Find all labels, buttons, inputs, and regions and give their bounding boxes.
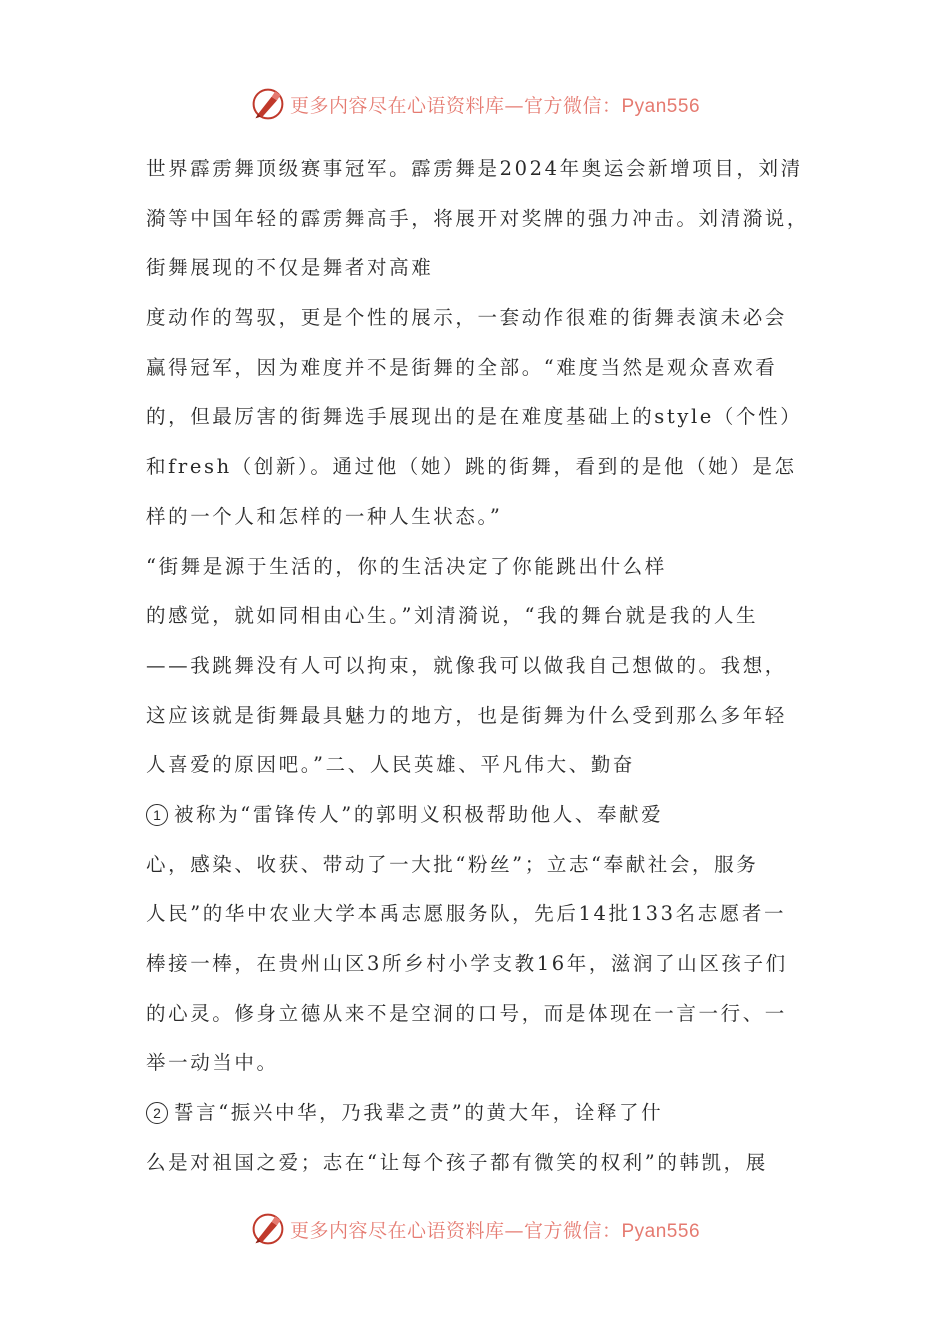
text-line: 人民”的华中农业大学本禹志愿服务队，先后14批133名志愿者一 xyxy=(146,902,787,926)
footer-banner xyxy=(0,1209,950,1249)
text-line: 世界霹雳舞顶级赛事冠军。霹雳舞是2024年奥运会新增项目，刘清 xyxy=(146,157,803,180)
text-line: 棒接一棒，在贵州山区3所乡村小学支教16年，滋润了山区孩子们 xyxy=(146,952,788,975)
text-line: 的感觉，就如同相由心生。”刘清漪说，“我的舞台就是我的人生 xyxy=(146,604,759,628)
text-line: “街舞是源于生活的，你的生活决定了你能跳出什么样 xyxy=(146,554,667,578)
document-body xyxy=(146,147,826,1190)
circled-number-1: 1 xyxy=(146,804,168,826)
text-line: 和fresh（创新）。通过他（她）跳的街舞，看到的是他（她）是怎 xyxy=(146,455,797,479)
text-line: 心，感染、收获、带动了一大批“粉丝”；立志“奉献社会，服务 xyxy=(146,852,759,876)
pen-nib-logo-icon xyxy=(250,86,286,122)
text-line: 么是对祖国之爱；志在“让每个孩子都有微笑的权利”的韩凯，展 xyxy=(146,1150,768,1174)
text-line: 人喜爱的原因吧。”二、人民英雄、平凡伟大、勤奋 xyxy=(146,753,636,777)
pen-nib-logo-icon xyxy=(250,1211,286,1247)
list-item-1 xyxy=(146,793,826,843)
text-line: 的，但最厉害的街舞选手展现出的是在难度基础上的style（个性） xyxy=(146,405,803,429)
header-banner xyxy=(0,84,950,124)
header-wechat-id: Pyan556 xyxy=(621,95,701,117)
list-item-2 xyxy=(146,1091,826,1141)
text-line: 样的一个人和怎样的一种人生状态。” xyxy=(146,504,503,528)
circled-number-2: 2 xyxy=(146,1102,168,1124)
footer-wechat-id: Pyan556 xyxy=(621,1220,701,1242)
list-item-1-text: 被称为“雷锋传人”的郭明义积极帮助他人、奉献爱 xyxy=(174,802,664,826)
text-line: 举一动当中。 xyxy=(146,1051,279,1075)
text-line: ——我跳舞没有人可以拘束，就像我可以做我自己想做的。我想， xyxy=(146,653,787,677)
footer-banner-text: 更多内容尽在心语资料库—官方微信：Pyan556 xyxy=(289,1219,701,1242)
text-line: 漪等中国年轻的霹雳舞高手，将展开对奖牌的强力冲击。刘清漪说， xyxy=(146,206,810,230)
header-banner-text: 更多内容尽在心语资料库—官方微信：Pyan556 xyxy=(289,94,701,117)
text-line: 度动作的驾驭，更是个性的展示，一套动作很难的街舞表演未必会 xyxy=(146,306,787,330)
text-line: 的心灵。修身立德从来不是空洞的口号，而是体现在一言一行、一 xyxy=(146,1001,787,1025)
text-line: 街舞展现的不仅是舞者对高难 xyxy=(146,256,434,280)
text-line: 赢得冠军，因为难度并不是街舞的全部。“难度当然是观众喜欢看 xyxy=(146,355,778,379)
list-item-2-text: 誓言“振兴中华，乃我辈之责”的黄大年，诠释了什 xyxy=(174,1101,664,1125)
text-line: 这应该就是街舞最具魅力的地方，也是街舞为什么受到那么多年轻 xyxy=(146,703,787,727)
